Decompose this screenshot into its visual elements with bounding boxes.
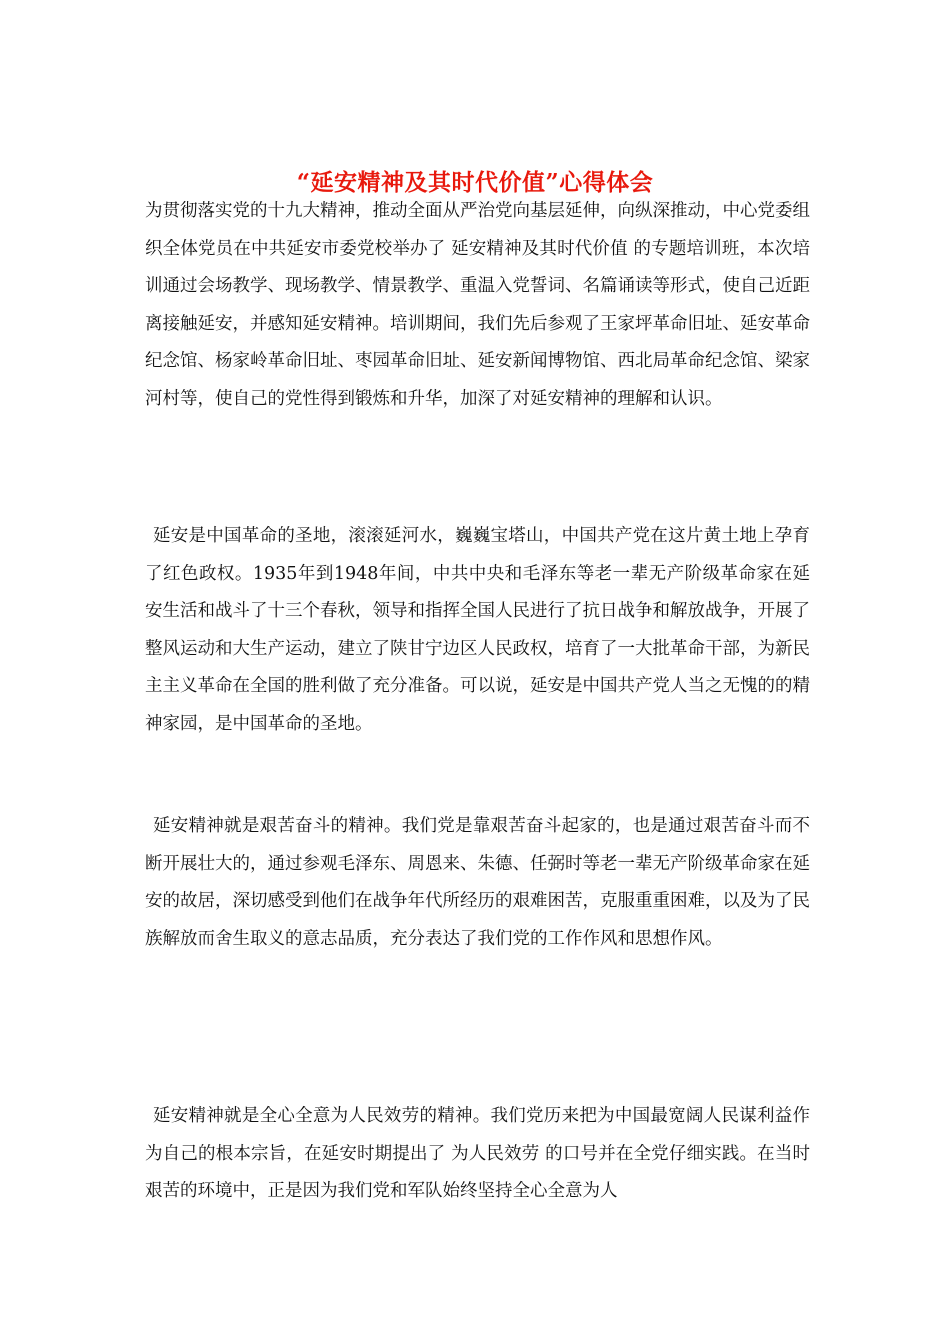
document-title: “延安精神及其时代价值”心得体会	[296, 169, 654, 197]
paragraph-hard-struggle: 延安精神就是艰苦奋斗的精神。我们党是靠艰苦奋斗起家的，也是通过艰苦奋斗而不断开展壮大的，通过参观毛泽东、周恩来、朱德、任弼时等老一辈无产阶级革命家在延安的故居，深切感受到他们在战争年代所经历的艰难困苦，克服重重困难，以及为了民族解放而舍生取义的意志品质，充分表达了我们党的工作作风和思想作风。	[145, 816, 810, 949]
paragraph-intro: 为贯彻落实党的十九大精神，推动全面从严治党向基层延伸，向纵深推动，中心党委组织全体党员在中共延安市委党校举办了 延安精神及其时代价值 的专题培训班，本次培训通过会场教学、现场教学、情景教学、重温入党誓词、名篇诵读等形式，使自己近距离接触延安，并感知延安精神。培训期间，我们先后参观了王家坪革命旧址、延安革命纪念馆、杨家岭革命旧址、枣园革命旧址、延安新闻博物馆、西北局革命纪念馆、梁家河村等，使自己的党性得到锻炼和升华，加深了对延安精神的理解和认识。	[145, 201, 810, 409]
paragraph-yanan-holy-land: 延安是中国革命的圣地，滚滚延河水，巍巍宝塔山，中国共产党在这片黄土地上孕育了红色政权。1935年到1948年间，中共中央和毛泽东等老一辈无产阶级革命家在延安生活和战斗了十三个春秋，领导和指挥全国人民进行了抗日战争和解放战争，开展了整风运动和大生产运动，建立了陕甘宁边区人民政权，培育了一大批革命干部，为新民主主义革命在全国的胜利做了充分准备。可以说，延安是中国共产党人当之无愧的的精神家园，是中国革命的圣地。	[145, 526, 810, 734]
paragraph-serve-people: 延安精神就是全心全意为人民效劳的精神。我们党历来把为中国最宽阔人民谋利益作为自己的根本宗旨，在延安时期提出了 为人民效劳 的口号并在全党仔细实践。在当时艰苦的环境中，正是因为我们党和军队始终坚持全心全意为人	[145, 1106, 810, 1201]
